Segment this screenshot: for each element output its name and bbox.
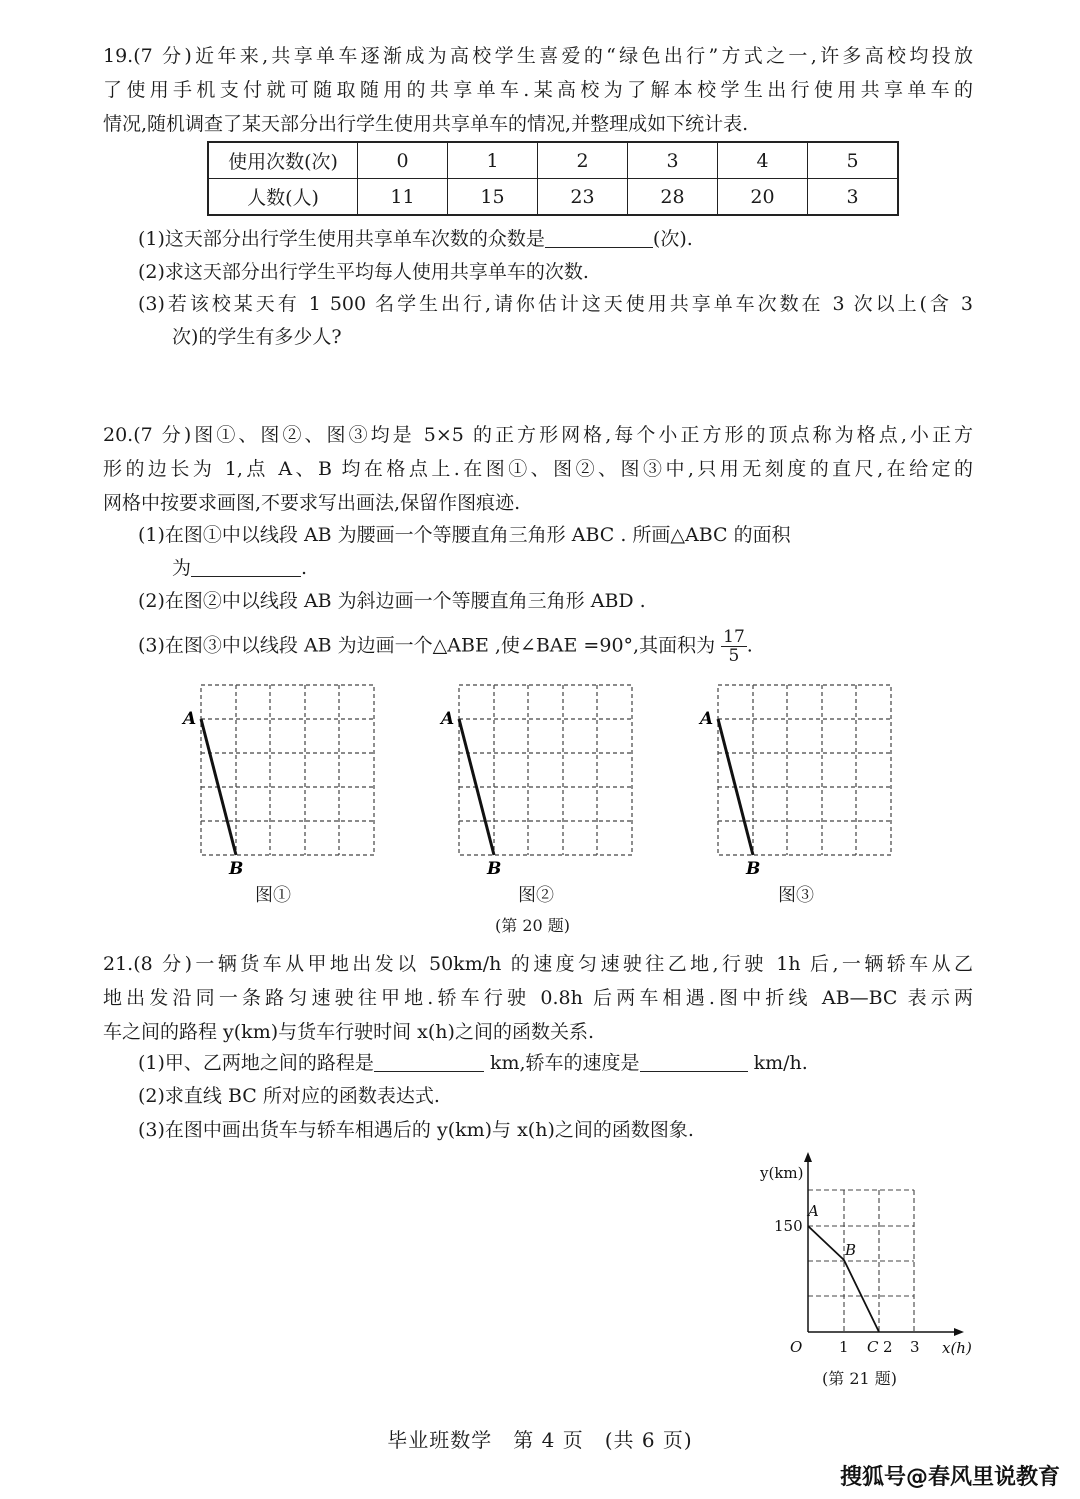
- q19-line-3: 情况,随机调查了某天部分出行学生使用共享单车的情况,并整理成如下统计表.: [103, 113, 749, 135]
- table-cell: 3: [808, 179, 899, 216]
- q19-line-2: 了使用手机支付就可随取随用的共享单车.某高校为了解本校学生出行使用共享单车的: [103, 79, 973, 101]
- table-cell: 23: [538, 179, 628, 216]
- answer-blank-distance[interactable]: [374, 1051, 484, 1072]
- q19-part-2: (2)求这天部分出行学生平均每人使用共享单车的次数.: [138, 261, 589, 283]
- y-axis-arrow-icon: [804, 1152, 812, 1162]
- figure-1-caption: 图①: [255, 885, 291, 906]
- grid-2-svg: [438, 676, 678, 906]
- q20-part-2: (2)在图②中以线段 AB 为斜边画一个等腰直角三角形 ABD .: [138, 590, 646, 612]
- q21-part-2: (2)求直线 BC 所对应的函数表达式.: [138, 1085, 440, 1107]
- grid-lines: [201, 685, 374, 855]
- x-tick-1: 1: [839, 1338, 849, 1356]
- grid-lines: [459, 685, 632, 855]
- figure-2-caption: 图②: [518, 885, 554, 906]
- page-footer: 毕业班数学 第 4 页 (共 6 页): [387, 1428, 693, 1452]
- grid-3-svg: [697, 676, 937, 906]
- q20-part-1-prefix: 为: [172, 557, 192, 579]
- grid-1-svg: [180, 676, 420, 906]
- table-cell: 15: [448, 179, 538, 216]
- table-header-people: 人数(人): [208, 179, 358, 216]
- q20-part-3: [138, 628, 753, 665]
- x-tick-3: 3: [910, 1338, 920, 1356]
- point-b-label: B: [845, 1241, 857, 1259]
- table-row: [208, 142, 898, 179]
- label-a: A: [441, 709, 455, 729]
- q19-part-3-line-1: (3)若该校某天有 1 500 名学生出行,请你估计这天使用共享单车次数在 3 次以上(含 3: [138, 293, 973, 315]
- q21-part-1-text: (1)甲、乙两地之间的路程是: [138, 1052, 374, 1074]
- figure-3-caption: 图③: [778, 885, 814, 906]
- q21-part-3: (3)在图中画出货车与轿车相遇后的 y(km)与 x(h)之间的函数图象.: [138, 1119, 694, 1141]
- point-a-label: A: [808, 1202, 819, 1220]
- table-cell: 0: [358, 142, 448, 179]
- label-b: B: [746, 859, 761, 879]
- q20-caption: (第 20 题): [495, 916, 571, 935]
- q19-line-1: 19.(7 分)近年来,共享单车逐渐成为高校学生喜爱的“绿色出行”方式之一,许多高校均投放: [103, 45, 973, 67]
- q21-part-1-unit: km/h.: [753, 1052, 808, 1074]
- graph-grid: [808, 1190, 914, 1332]
- x-axis-label: x(h): [942, 1339, 972, 1357]
- answer-blank-speed[interactable]: [640, 1051, 748, 1072]
- x-tick-2: 2: [883, 1338, 893, 1356]
- table-cell: 2: [538, 142, 628, 179]
- table-cell: 20: [718, 179, 808, 216]
- y-axis-label: y(km): [760, 1164, 804, 1182]
- q20-part-3-end: .: [746, 634, 753, 657]
- q19-part-1-unit: (次).: [652, 228, 693, 250]
- grid-figure-1: [180, 676, 420, 910]
- q20-part-1-line-2: [172, 554, 307, 582]
- watermark: 搜狐号@春风里说教育: [840, 1465, 1061, 1490]
- q21-part-1-mid: km,轿车的速度是: [489, 1052, 640, 1074]
- table-cell: 5: [808, 142, 899, 179]
- table-cell: 4: [718, 142, 808, 179]
- table-row: [208, 179, 898, 216]
- table-cell: 1: [448, 142, 538, 179]
- q21-caption: (第 21 题): [822, 1369, 898, 1388]
- q20-part-1-end: .: [301, 557, 308, 579]
- origin-label: O: [790, 1338, 803, 1356]
- fraction-numerator: 17: [723, 627, 745, 647]
- q20-line-1: 20.(7 分)图①、图②、图③均是 5×5 的正方形网格,每个小正方形的顶点称为格点,小正方: [103, 424, 973, 446]
- point-c-label: C: [867, 1338, 879, 1356]
- grid-figure-2: [438, 676, 678, 910]
- label-b: B: [229, 859, 244, 879]
- q21-part-1: [138, 1049, 808, 1077]
- table-cell: 11: [358, 179, 448, 216]
- q21-line-2: 地出发沿同一条路匀速驶往甲地.轿车行驶 0.8h 后两车相遇.图中折线 AB—BC 表示两: [103, 987, 973, 1009]
- q20-line-2: 形的边长为 1,点 A、B 均在格点上.在图①、图②、图③中,只用无刻度的直尺,在给定的: [103, 458, 973, 480]
- y-tick-150: 150: [774, 1217, 803, 1235]
- label-b: B: [487, 859, 502, 879]
- table-header-count: 使用次数(次): [208, 142, 358, 179]
- q20-part-3-text: (3)在图③中以线段 AB 为边画一个△ABE ,使∠BAE =90°,其面积为: [138, 634, 716, 657]
- q20-part-1-line-1: (1)在图①中以线段 AB 为腰画一个等腰直角三角形 ABC . 所画△ABC 的面积: [138, 524, 791, 546]
- label-a: A: [183, 709, 197, 729]
- function-graph-svg: [750, 1148, 980, 1368]
- answer-blank[interactable]: [545, 227, 653, 248]
- q21-line-3: 车之间的路程 y(km)与货车行驶时间 x(h)之间的函数关系.: [103, 1021, 594, 1043]
- grid-lines: [718, 685, 891, 855]
- stats-table: [207, 141, 899, 216]
- x-axis-arrow-icon: [954, 1328, 964, 1336]
- grid-figure-3: [697, 676, 937, 910]
- table-cell: 28: [628, 179, 718, 216]
- table-cell: 3: [628, 142, 718, 179]
- q21-line-1: 21.(8 分)一辆货车从甲地出发以 50km/h 的速度匀速驶往乙地,行驶 1h 后,一辆轿车从乙: [103, 953, 973, 975]
- fraction-denominator: 5: [728, 646, 740, 666]
- label-a: A: [700, 709, 714, 729]
- q20-line-3: 网格中按要求画图,不要求写出画法,保留作图痕迹.: [103, 492, 521, 514]
- answer-blank[interactable]: [191, 556, 301, 577]
- q19-part-3-line-2: 次)的学生有多少人?: [172, 326, 342, 348]
- q19-part-1: [138, 225, 693, 253]
- q19-part-1-text: (1)这天部分出行学生使用共享单车次数的众数是: [138, 228, 545, 250]
- function-graph: [750, 1148, 980, 1372]
- fraction-17-5: [721, 628, 747, 665]
